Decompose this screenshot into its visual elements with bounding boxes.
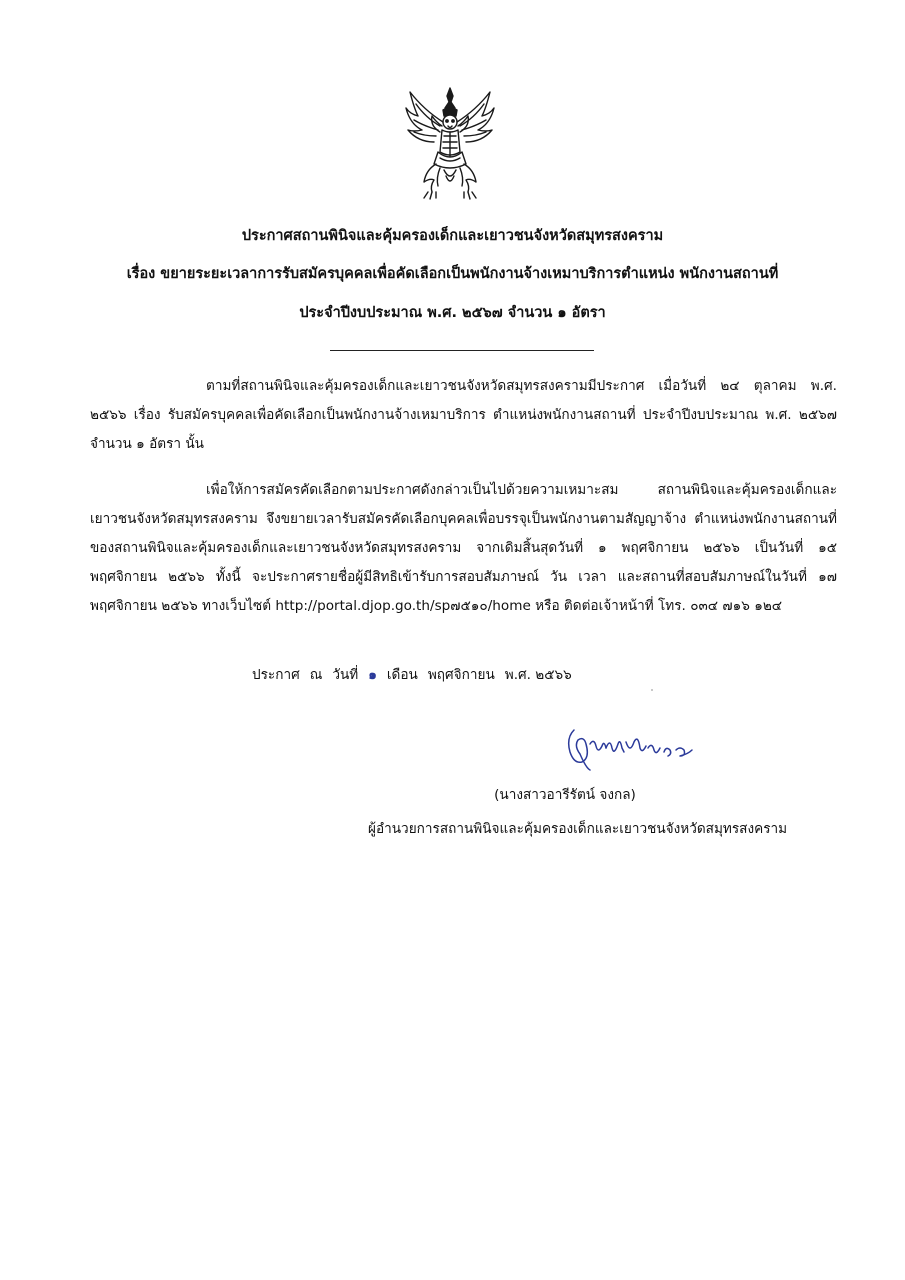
handwritten-signature-icon: [560, 724, 700, 776]
dateline-day-value: ๑: [368, 667, 377, 683]
garuda-emblem-icon: [400, 86, 500, 204]
announcement-dateline: [252, 664, 572, 686]
dateline-month-value: พฤศจิกายน: [427, 667, 495, 683]
dateline-prefix: ประกาศ: [252, 667, 300, 683]
website-url: http://portal.djop.go.th/sp๗๕๑๐/home: [275, 598, 531, 614]
body-paragraph-1: ตามที่สถานพินิจและคุ้มครองเด็กและเยาวชนจังหวัดสมุทรสงครามมีประกาศ เมื่อวันที่ ๒๔ ตุลาคม พ.ศ. ๒๕๖๖ เรื่อง รับสมัครบุคคลเพื่อคัดเลือกเป็นพนักงานจ้างเหมาบริการ ตำแหน่งพนักงานสถานที่ ประจำปีงบประมาณ พ.ศ. ๒๕๖๗ จำนวน ๑ อัตรา นั้น: [90, 378, 837, 452]
dateline-at: ณ: [309, 667, 323, 683]
signer-name: (นางสาวอารีรัตน์ จงกล): [494, 787, 636, 803]
announcement-subject: เรื่อง ขยายระยะเวลาการรับสมัครบุคคลเพื่อคัดเลือกเป็นพนักงานจ้างเหมาบริการตำแหน่ง พนักงานสถานที่: [126, 266, 779, 282]
dateline-year: พ.ศ. ๒๕๖๖: [504, 667, 572, 683]
signer-position: ผู้อำนวยการสถานพินิจและคุ้มครองเด็กและเยาวชนจังหวัดสมุทรสงคราม: [368, 821, 788, 837]
announcement-subject-continued: ประจำปีงบประมาณ พ.ศ. ๒๕๖๗ จำนวน ๑ อัตรา: [299, 305, 606, 321]
announcement-title: ประกาศสถานพินิจและคุ้มครองเด็กและเยาวชนจังหวัดสมุทรสงคราม: [241, 228, 664, 244]
paragraph-2-text-start: เพื่อให้การสมัครคัดเลือกตามประกาศดังกล่าวเป็นไปด้วยความเหมาะสม สถานพินิจและคุ้มครองเด็กและเยาวชนจังหวัดสมุทรสงคราม จึงขยายเวลารับสมัครคัดเลือกบุคคลเพื่อบรรจุเป็นพนักงานตามสัญญาจ้าง ตำแหน่งพนักงานสถานที่ของสถานพินิจและคุ้มครองเด็กและเยาวชนจังหวัดสมุทรสงคราม จากเดิมสิ้นสุดวันที่ ๑ พฤศจิกายน ๒๕๖๖ เป็นวันที่ ๑๕ พฤศจิกายน ๒๕๖๖ ทั้งนี้ จะประกาศรายชื่อผู้มีสิทธิเข้ารับการสอบสัมภาษณ์ วัน เวลา และสถานที่สอบสัมภาษณ์ในวันที่ ๑๗ พฤศจิกายน ๒๕๖๖ ทางเว็บไซต์: [90, 482, 837, 614]
title-divider: [330, 350, 594, 351]
dateline-month-label: เดือน: [386, 667, 418, 683]
paragraph-2-text-end: หรือ ติดต่อเจ้าหน้าที่ โทร. ๐๓๔ ๗๑๖ ๑๒๔: [530, 598, 783, 614]
dateline-day-label: วันที่: [332, 667, 359, 683]
scan-speck: [651, 689, 653, 691]
body-paragraph-2: [90, 476, 837, 621]
